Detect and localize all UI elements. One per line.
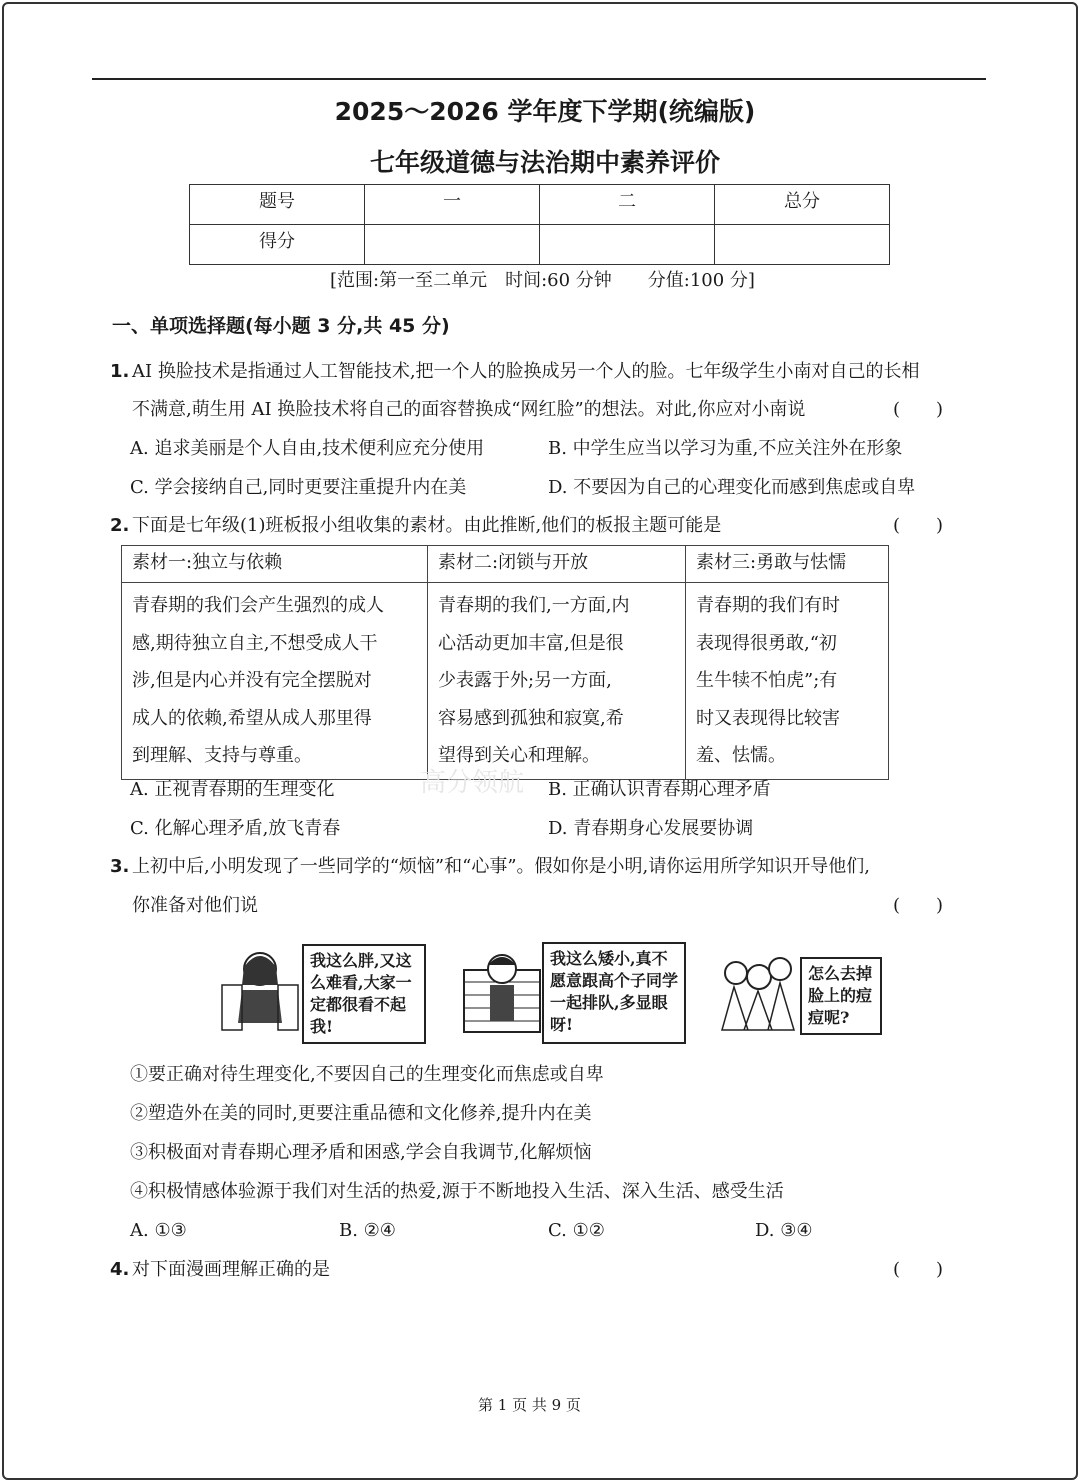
cartoon-speech-3: 怎么去掉脸上的痘痘呢? [800,957,882,1035]
cartoon-speech-2: 我这么矮小,真不愿意跟高个子同学一起排队,多显眼呀! [542,942,686,1044]
material-cell [122,583,428,780]
q2-option-b[interactable]: B. 正确认识青春期心理矛盾 [548,779,771,800]
material-cell [686,583,889,780]
title-line1: 2025～2026 学年度下学期(统编版) [334,97,756,126]
answer-bracket[interactable]: ( ) [893,1259,944,1280]
q3-stem: 上初中后,小明发现了一些同学的“烦恼”和“心事”。假如你是小明,请你运用所学知识开导他们, [132,856,870,877]
q2-option-a[interactable]: A. 正视青春期的生理变化 [130,779,335,800]
q1-stem: 不满意,萌生用 AI 换脸技术将自己的面容替换成“网红脸”的想法。对此,你应对小南说 [132,399,806,420]
cell-line: 青春期的我们,一方面,内 [438,595,630,616]
q3-stem: 你准备对他们说 [132,895,258,916]
q1-option-b[interactable]: B. 中学生应当以学习为重,不应关注外在形象 [548,438,903,459]
page-footer: 第 1 页 共 9 页 [478,1396,581,1414]
q3-statement-2: ②塑造外在美的同时,更要注重品德和文化修养,提升内在美 [130,1103,592,1124]
header-rule [92,78,986,80]
cartoon-boy-wall-figure [462,945,542,1035]
q2-number: 2. [110,515,130,536]
title-line2: 七年级道德与法治期中素养评价 [369,148,720,177]
watermark: 高分领航 [420,768,525,798]
q3-option-b[interactable]: B. ②④ [339,1220,396,1241]
q3-statement-4: ④积极情感体验源于我们对生活的热爱,源于不断地投入生活、深入生活、感受生活 [130,1181,784,1202]
exam-info: [范围:第一至二单元 时间:60 分钟 分值:100 分] [330,270,755,291]
q3-option-d[interactable]: D. ③④ [755,1220,813,1241]
cell-line: 少表露于外;另一方面, [438,670,612,691]
q2-stem: 下面是七年级(1)班板报小组收集的素材。由此推断,他们的板报主题可能是 [132,515,722,536]
cell-line: 生牛犊不怕虎”;有 [696,670,838,691]
cell-line: 容易感到孤独和寂寞,希 [438,707,624,729]
answer-bracket[interactable]: ( ) [893,399,944,420]
cell-line: 时又表现得比较害 [696,707,840,729]
q2-option-c[interactable]: C. 化解心理矛盾,放飞青春 [130,818,341,839]
q2-option-d[interactable]: D. 青春期身心发展要协调 [548,818,754,839]
cell-line: 心活动更加丰富,但是很 [438,632,624,654]
cell-line: 涉,但是内心并没有完全摆脱对 [132,670,372,691]
cell-line: 羞、怯懦。 [696,745,786,766]
q1-option-c[interactable]: C. 学会接纳自己,同时更要注重提升内在美 [130,477,467,498]
cartoon-group-figure [714,955,804,1035]
cell-line: 表现得很勇敢,“初 [696,632,837,654]
cell-line: 青春期的我们有时 [696,595,840,616]
q3-statement-1: ①要正确对待生理变化,不要因自己的生理变化而焦虑或自卑 [130,1064,604,1085]
cartoon-speech-1: 我这么胖,又这么难看,大家一定都很看不起我! [302,944,426,1044]
q3-number: 3. [110,856,130,877]
score-table [189,184,890,265]
q1-option-d[interactable]: D. 不要因为自己的心理变化而感到焦虑或自卑 [548,477,916,498]
cell-line: 青春期的我们会产生强烈的成人 [132,595,384,616]
q1-stem: AI 换脸技术是指通过人工智能技术,把一个人的脸换成另一个人的脸。七年级学生小南对自己的长相 [132,361,920,382]
score-input[interactable] [540,225,715,265]
cell-line: 成人的依赖,希望从成人那里得 [132,707,372,729]
score-cell: 二 [540,185,715,225]
score-cell: 题号 [190,185,365,225]
q3-option-c[interactable]: C. ①② [548,1220,605,1241]
q1-option-a[interactable]: A. 追求美丽是个人自由,技术便利应充分使用 [130,438,485,459]
material-table [121,545,889,780]
material-cell [428,583,686,780]
cartoon-girl-figure [220,945,300,1035]
q3-statement-3: ③积极面对青春期心理矛盾和困惑,学会自我调节,化解烦恼 [130,1142,592,1163]
score-input[interactable] [715,225,890,265]
answer-bracket[interactable]: ( ) [893,515,944,536]
score-cell: 总分 [715,185,890,225]
material-header: 素材二:闭锁与开放 [428,546,686,583]
answer-bracket[interactable]: ( ) [893,895,944,916]
q1-number: 1. [110,361,130,382]
q4-number: 4. [110,1259,130,1280]
section-heading: 一、单项选择题(每小题 3 分,共 45 分) [112,315,450,337]
score-cell: 一 [365,185,540,225]
cell-line: 望得到关心和理解。 [438,745,600,766]
cell-line: 感,期待独立自主,不想受成人干 [132,632,378,654]
q4-stem: 对下面漫画理解正确的是 [132,1259,330,1280]
score-cell: 得分 [190,225,365,265]
material-header: 素材三:勇敢与怯懦 [686,546,889,583]
score-input[interactable] [365,225,540,265]
material-header: 素材一:独立与依赖 [122,546,428,583]
q3-option-a[interactable]: A. ①③ [130,1220,187,1241]
cell-line: 到理解、支持与尊重。 [132,745,312,766]
